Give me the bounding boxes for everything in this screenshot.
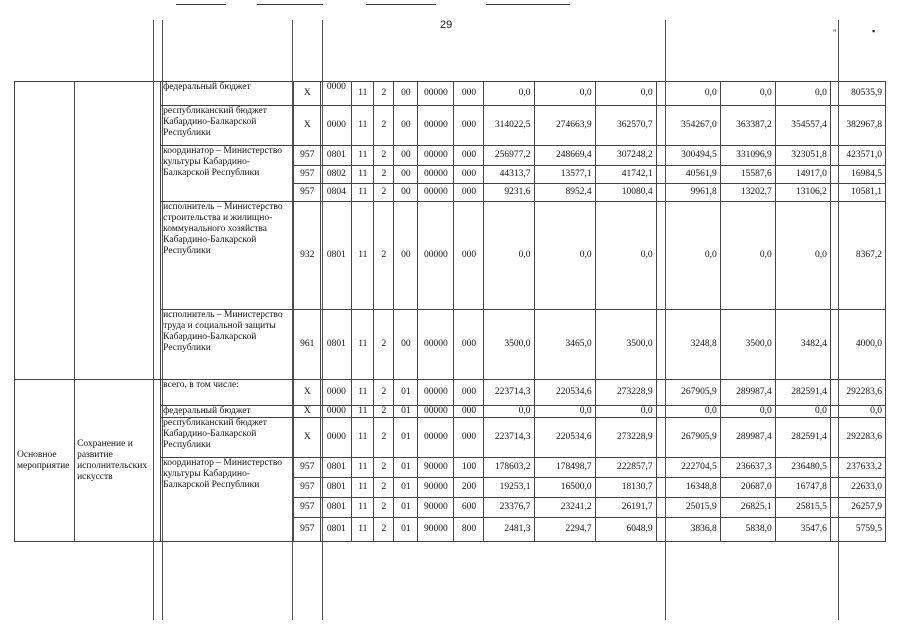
value-2018: 236480,5 <box>775 458 830 478</box>
value-2013: 23376,7 <box>484 498 534 518</box>
event-code: 01 <box>394 458 418 478</box>
value-2016: 25015,9 <box>656 498 720 518</box>
direction-code: 00000 <box>418 82 454 106</box>
value-2014: 13577,1 <box>534 166 595 184</box>
value-2017: 363387,2 <box>720 106 775 146</box>
value-2017: 13202,7 <box>720 184 775 202</box>
expense-type-code: 000 <box>454 82 484 106</box>
value-2013: 314022,5 <box>484 106 534 146</box>
subprogram-code: 2 <box>374 458 394 478</box>
direction-code: 00000 <box>418 406 454 418</box>
value-2018: 13106,2 <box>775 184 830 202</box>
value-2014: 8952,4 <box>534 184 595 202</box>
event-label-cell <box>15 82 75 380</box>
table-row <box>15 380 886 406</box>
header-rule <box>176 4 226 5</box>
value-2017: 289987,4 <box>720 418 775 458</box>
event-code: 01 <box>394 498 418 518</box>
header-rule <box>486 4 570 5</box>
value-2018: 0,0 <box>775 202 830 310</box>
value-2014: 0,0 <box>534 202 595 310</box>
value-2019: 80535,9 <box>830 82 885 106</box>
value-2016: 300494,5 <box>656 146 720 166</box>
value-2016: 3248,8 <box>656 310 720 380</box>
value-2019: 0,0 <box>830 406 885 418</box>
program-code: 11 <box>352 380 374 406</box>
direction-code: 00000 <box>418 146 454 166</box>
direction-code: 00000 <box>418 106 454 146</box>
value-2017: 289987,4 <box>720 380 775 406</box>
section-code: 0000 <box>321 82 352 106</box>
direction-code: 90000 <box>418 518 454 542</box>
gr-code: 957 <box>294 518 321 542</box>
section-code: 0000 <box>321 406 352 418</box>
table-row <box>15 82 886 106</box>
gr-code: X <box>294 418 321 458</box>
section-code: 0000 <box>321 106 352 146</box>
gr-code: X <box>294 380 321 406</box>
event-code: 01 <box>394 518 418 542</box>
event-code: 00 <box>394 166 418 184</box>
source-name-cell: всего, в том числе: <box>161 380 294 406</box>
value-2017: 15587,6 <box>720 166 775 184</box>
direction-code: 00000 <box>418 184 454 202</box>
value-2016: 222704,5 <box>656 458 720 478</box>
value-2019: 10581,1 <box>830 184 885 202</box>
value-2017: 331096,9 <box>720 146 775 166</box>
gr-code: X <box>294 106 321 146</box>
value-2014: 3465,0 <box>534 310 595 380</box>
subprogram-code: 2 <box>374 82 394 106</box>
event-code: 01 <box>394 478 418 498</box>
program-code: 11 <box>352 418 374 458</box>
gr-code: 957 <box>294 478 321 498</box>
source-name-cell: республиканский бюджет Кабардино-Балкарской Республики <box>161 418 294 458</box>
expense-type-code: 000 <box>454 418 484 458</box>
direction-code: 90000 <box>418 478 454 498</box>
event-code: 00 <box>394 184 418 202</box>
value-2015: 26191,7 <box>595 498 656 518</box>
value-2019: 423571,0 <box>830 146 885 166</box>
value-2018: 3482,4 <box>775 310 830 380</box>
value-2018: 0,0 <box>775 82 830 106</box>
gr-code: 957 <box>294 458 321 478</box>
value-2017: 20687,0 <box>720 478 775 498</box>
value-2014: 248669,4 <box>534 146 595 166</box>
value-2013: 0,0 <box>484 202 534 310</box>
expense-type-code: 000 <box>454 106 484 146</box>
program-code: 11 <box>352 82 374 106</box>
source-name-cell: координатор – Министерство культуры Кабардино-Балкарской Республики <box>161 146 294 202</box>
section-code: 0000 <box>321 418 352 458</box>
subprogram-code: 2 <box>374 418 394 458</box>
value-2013: 19253,1 <box>484 478 534 498</box>
value-2017: 0,0 <box>720 406 775 418</box>
value-2018: 25815,5 <box>775 498 830 518</box>
value-2013: 178603,2 <box>484 458 534 478</box>
expense-type-code: 800 <box>454 518 484 542</box>
section-code: 0801 <box>321 202 352 310</box>
section-code: 0801 <box>321 310 352 380</box>
expense-type-code: 200 <box>454 478 484 498</box>
value-2014: 23241,2 <box>534 498 595 518</box>
header-rule <box>257 4 323 5</box>
subprogram-code: 2 <box>374 310 394 380</box>
program-code: 11 <box>352 458 374 478</box>
value-2015: 10080,4 <box>595 184 656 202</box>
value-2014: 274663,9 <box>534 106 595 146</box>
value-2019: 26257,9 <box>830 498 885 518</box>
value-2014: 220534,6 <box>534 380 595 406</box>
program-code: 11 <box>352 310 374 380</box>
subprogram-code: 2 <box>374 406 394 418</box>
source-name-cell: федеральный бюджет <box>161 406 294 418</box>
value-2014: 178498,7 <box>534 458 595 478</box>
header-rule <box>366 4 436 5</box>
value-2016: 0,0 <box>656 82 720 106</box>
margin-mark: ▪ <box>872 26 876 36</box>
section-code: 0801 <box>321 518 352 542</box>
subprogram-code: 2 <box>374 518 394 542</box>
direction-code: 00000 <box>418 166 454 184</box>
subprogram-code: 2 <box>374 478 394 498</box>
value-2019: 8367,2 <box>830 202 885 310</box>
gr-code: X <box>294 82 321 106</box>
program-code: 11 <box>352 406 374 418</box>
event-code: 00 <box>394 82 418 106</box>
value-2014: 0,0 <box>534 82 595 106</box>
value-2017: 26825,1 <box>720 498 775 518</box>
section-code: 0801 <box>321 498 352 518</box>
source-name-cell: федеральный бюджет <box>161 82 294 106</box>
program-code: 11 <box>352 202 374 310</box>
value-2013: 9231,6 <box>484 184 534 202</box>
source-name-cell: республиканский бюджет Кабардино-Балкарской Республики <box>161 106 294 146</box>
direction-code: 90000 <box>418 498 454 518</box>
value-2015: 0,0 <box>595 406 656 418</box>
event-label-cell: Основное мероприятие <box>15 380 75 542</box>
page-number: 29 <box>440 19 453 31</box>
subprogram-code: 2 <box>374 498 394 518</box>
value-2017: 0,0 <box>720 202 775 310</box>
value-2016: 40561,9 <box>656 166 720 184</box>
program-code: 11 <box>352 146 374 166</box>
value-2014: 0,0 <box>534 406 595 418</box>
gr-code: 957 <box>294 166 321 184</box>
value-2015: 222857,7 <box>595 458 656 478</box>
program-code: 11 <box>352 184 374 202</box>
gr-code: 932 <box>294 202 321 310</box>
subprogram-code: 2 <box>374 380 394 406</box>
value-2016: 267905,9 <box>656 380 720 406</box>
event-code: 01 <box>394 406 418 418</box>
subprogram-code: 2 <box>374 166 394 184</box>
value-2019: 292283,6 <box>830 418 885 458</box>
value-2017: 0,0 <box>720 82 775 106</box>
budget-table <box>14 81 886 542</box>
value-2018: 354557,4 <box>775 106 830 146</box>
value-2017: 5838,0 <box>720 518 775 542</box>
direction-code: 00000 <box>418 310 454 380</box>
event-title-cell <box>75 82 161 380</box>
value-2018: 0,0 <box>775 406 830 418</box>
value-2014: 2294,7 <box>534 518 595 542</box>
section-code: 0802 <box>321 166 352 184</box>
value-2019: 22633,0 <box>830 478 885 498</box>
program-code: 11 <box>352 518 374 542</box>
event-code: 00 <box>394 310 418 380</box>
value-2015: 273228,9 <box>595 418 656 458</box>
direction-code: 00000 <box>418 202 454 310</box>
value-2016: 3836,8 <box>656 518 720 542</box>
section-code: 0000 <box>321 380 352 406</box>
value-2013: 0,0 <box>484 82 534 106</box>
value-2015: 362570,7 <box>595 106 656 146</box>
gr-code: 961 <box>294 310 321 380</box>
value-2016: 0,0 <box>656 406 720 418</box>
value-2018: 3547,6 <box>775 518 830 542</box>
section-code: 0804 <box>321 184 352 202</box>
budget-table-body <box>15 82 886 542</box>
section-code: 0801 <box>321 146 352 166</box>
value-2013: 223714,3 <box>484 418 534 458</box>
value-2015: 3500,0 <box>595 310 656 380</box>
value-2016: 16348,8 <box>656 478 720 498</box>
value-2018: 282591,4 <box>775 380 830 406</box>
value-2015: 41742,1 <box>595 166 656 184</box>
value-2016: 9961,8 <box>656 184 720 202</box>
value-2015: 18130,7 <box>595 478 656 498</box>
event-code: 00 <box>394 146 418 166</box>
value-2016: 354267,0 <box>656 106 720 146</box>
value-2014: 16500,0 <box>534 478 595 498</box>
program-code: 11 <box>352 478 374 498</box>
section-code: 0801 <box>321 458 352 478</box>
value-2014: 220534,6 <box>534 418 595 458</box>
value-2013: 3500,0 <box>484 310 534 380</box>
value-2018: 14917,0 <box>775 166 830 184</box>
value-2013: 0,0 <box>484 406 534 418</box>
value-2019: 237633,2 <box>830 458 885 478</box>
event-code: 00 <box>394 202 418 310</box>
value-2019: 382967,8 <box>830 106 885 146</box>
value-2016: 0,0 <box>656 202 720 310</box>
value-2019: 16984,5 <box>830 166 885 184</box>
expense-type-code: 000 <box>454 310 484 380</box>
value-2018: 16747,8 <box>775 478 830 498</box>
event-code: 01 <box>394 380 418 406</box>
value-2019: 4000,0 <box>830 310 885 380</box>
subprogram-code: 2 <box>374 184 394 202</box>
expense-type-code: 100 <box>454 458 484 478</box>
expense-type-code: 000 <box>454 166 484 184</box>
subprogram-code: 2 <box>374 202 394 310</box>
value-2017: 236637,3 <box>720 458 775 478</box>
gr-code: 957 <box>294 146 321 166</box>
expense-type-code: 000 <box>454 380 484 406</box>
program-code: 11 <box>352 166 374 184</box>
value-2013: 223714,3 <box>484 380 534 406</box>
section-code: 0801 <box>321 478 352 498</box>
expense-type-code: 000 <box>454 406 484 418</box>
value-2013: 256977,2 <box>484 146 534 166</box>
value-2015: 0,0 <box>595 202 656 310</box>
value-2019: 292283,6 <box>830 380 885 406</box>
value-2016: 267905,9 <box>656 418 720 458</box>
value-2015: 0,0 <box>595 82 656 106</box>
event-title-cell: Сохранение и развитие исполнительских искусств <box>75 380 161 542</box>
expense-type-code: 600 <box>454 498 484 518</box>
direction-code: 90000 <box>418 458 454 478</box>
subprogram-code: 2 <box>374 146 394 166</box>
event-code: 00 <box>394 106 418 146</box>
value-2015: 307248,2 <box>595 146 656 166</box>
value-2015: 273228,9 <box>595 380 656 406</box>
gr-code: X <box>294 406 321 418</box>
expense-type-code: 000 <box>454 184 484 202</box>
gr-code: 957 <box>294 184 321 202</box>
program-code: 11 <box>352 498 374 518</box>
value-2013: 2481,3 <box>484 518 534 542</box>
direction-code: 00000 <box>418 380 454 406</box>
value-2013: 44313,7 <box>484 166 534 184</box>
gr-code: 957 <box>294 498 321 518</box>
expense-type-code: 000 <box>454 202 484 310</box>
margin-mark: ″ <box>833 28 837 38</box>
value-2015: 6048,9 <box>595 518 656 542</box>
program-code: 11 <box>352 106 374 146</box>
subprogram-code: 2 <box>374 106 394 146</box>
source-name-cell: исполнитель – Министерство строительства и жилищно-коммунального хозяйства Кабардино-Балкарской Республики <box>161 202 294 310</box>
direction-code: 00000 <box>418 418 454 458</box>
value-2019: 5759,5 <box>830 518 885 542</box>
expense-type-code: 000 <box>454 146 484 166</box>
value-2018: 282591,4 <box>775 418 830 458</box>
value-2017: 3500,0 <box>720 310 775 380</box>
value-2018: 323051,8 <box>775 146 830 166</box>
source-name-cell: координатор – Министерство культуры Кабардино-Балкарской Республики <box>161 458 294 542</box>
source-name-cell: исполнитель – Министерство труда и социальной защиты Кабардино-Балкарской Республики <box>161 310 294 380</box>
event-code: 01 <box>394 418 418 458</box>
